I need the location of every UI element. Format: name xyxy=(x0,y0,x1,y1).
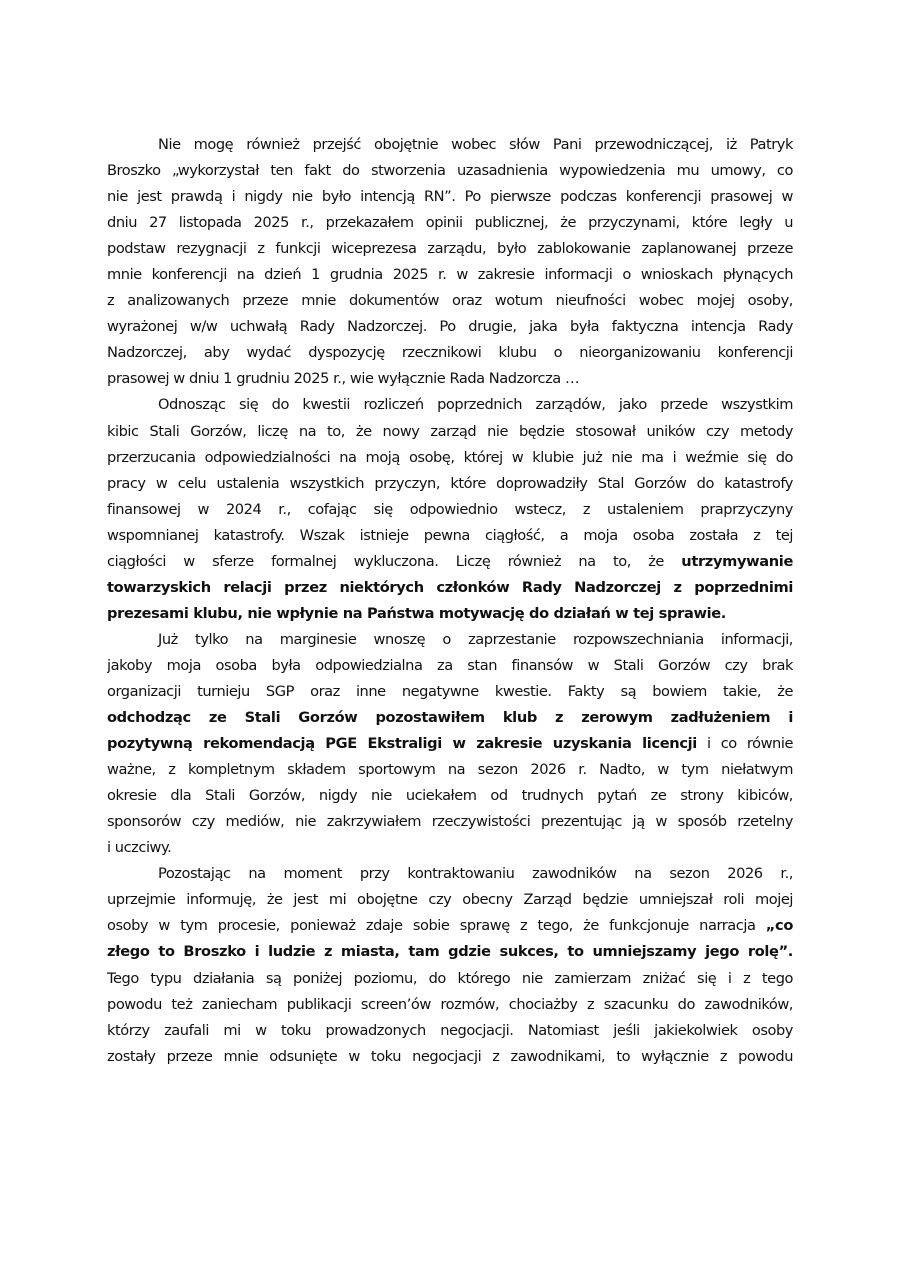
text-line xyxy=(107,913,793,939)
bold-text: złego to Broszko i ludzie z miasta, tam gdzie sukces, to umniejszamy jego rolę”. xyxy=(107,943,793,961)
text-span: Już tylko na marginesie wnoszę o zaprzestanie rozpowszechniania informacji, xyxy=(158,630,793,648)
bold-text: „co xyxy=(765,917,793,935)
text-line xyxy=(107,601,793,627)
text-span: zostały przeze mnie odsunięte w toku negocjacji z zawodnikami, to wyłącznie z powodu xyxy=(107,1047,793,1065)
text-line xyxy=(107,835,793,861)
text-span: sponsorów czy mediów, nie zakrzywiałem rzeczywistości prezentując ją w sposób rzetelny xyxy=(107,813,793,831)
bold-text: prezesami klubu, nie wpłynie na Państwa motywację do działań w tej sprawie. xyxy=(107,604,726,622)
text-line xyxy=(107,340,793,366)
text-line xyxy=(107,887,793,913)
text-span: ciągłości w sferze formalnej wykluczona. Liczę również na to, że xyxy=(107,552,682,570)
text-line xyxy=(107,627,793,653)
text-line xyxy=(107,184,793,210)
text-line xyxy=(107,366,793,392)
paragraph xyxy=(107,627,793,861)
text-line xyxy=(107,966,793,992)
text-line xyxy=(107,236,793,262)
text-span: ważne, z kompletnym składem sportowym na sezon 2026 r. Nadto, w tym niełatwym xyxy=(107,761,793,779)
text-span: podstaw rezygnacji z funkcji wiceprezesa zarządu, było zablokowanie zaplanowanej przeze xyxy=(107,240,793,258)
text-span: Pozostając na moment przy kontraktowaniu zawodników na sezon 2026 r., xyxy=(158,865,793,883)
text-line xyxy=(107,653,793,679)
text-line xyxy=(107,497,793,523)
text-span: wspomnianej katastrofy. Wszak istnieje pewna ciągłość, a moja osoba została z tej xyxy=(107,526,793,544)
bold-text: towarzyskich relacji przez niektórych członków Rady Nadzorczej z poprzednimi xyxy=(107,578,793,596)
text-span: Tego typu działania są poniżej poziomu, do którego nie zamierzam zniżać się i z tego xyxy=(107,969,793,987)
text-line xyxy=(107,445,793,471)
text-line xyxy=(107,288,793,314)
text-span: jakoby moja osoba była odpowiedzialna za stan finansów w Stali Gorzów czy brak xyxy=(107,656,793,674)
text-line xyxy=(107,679,793,705)
text-span: z analizowanych przeze mnie dokumentów oraz wotum nieufności wobec mojej osoby, xyxy=(107,292,793,310)
paragraph xyxy=(107,861,793,1069)
text-span: kibic Stali Gorzów, liczę na to, że nowy zarząd nie będzie stosował uników czy metody xyxy=(107,422,793,440)
bold-text: utrzymywanie xyxy=(681,552,793,570)
bold-text: pozytywną rekomendacją PGE Ekstraligi w zakresie uzyskania licencji xyxy=(107,735,697,753)
text-span: pracy w celu ustalenia wszystkich przyczyn, które doprowadziły Stal Gorzów do katastrofy xyxy=(107,474,793,492)
text-span: przerzucania odpowiedzialności na moją osobę, której w klubie już nie ma i weźmie się do xyxy=(107,448,793,466)
text-line xyxy=(107,210,793,236)
paragraph xyxy=(107,392,793,626)
text-span: Nie mogę również przejść obojętnie wobec słów Pani przewodniczącej, iż Patryk xyxy=(158,136,793,153)
text-line xyxy=(107,992,793,1018)
text-span: osoby w tym procesie, ponieważ zdaje sobie sprawę z tego, że funkcjonuje narracja xyxy=(107,917,766,935)
text-line xyxy=(107,705,793,731)
text-line xyxy=(107,575,793,601)
document-body xyxy=(107,132,793,1070)
text-span: dniu 27 listopada 2025 r., przekazałem opinii publicznej, że przyczynami, które legły u xyxy=(107,214,793,232)
text-span: Odnosząc się do kwestii rozliczeń poprzednich zarządów, jako przede wszystkim xyxy=(158,396,793,414)
text-line xyxy=(107,419,793,445)
text-line xyxy=(107,132,793,158)
text-line xyxy=(107,939,793,965)
text-line xyxy=(107,523,793,549)
text-line xyxy=(107,262,793,288)
text-span: okresie dla Stali Gorzów, nigdy nie uciekałem od trudnych pytań ze strony kibiców, xyxy=(107,787,793,805)
paragraph xyxy=(107,132,793,392)
text-span: powodu też zaniecham publikacji screen’ów rozmów, chociażby z szacunku do zawodników, xyxy=(107,995,793,1013)
text-span: mnie konferencji na dzień 1 grudnia 2025 r. w zakresie informacji o wnioskach płynących xyxy=(107,266,793,284)
text-span: i co równie xyxy=(696,735,793,753)
text-line xyxy=(107,1018,793,1044)
text-span: organizacji turnieju SGP oraz inne negatywne kwestie. Fakty są bowiem takie, że xyxy=(107,682,793,700)
text-line xyxy=(107,392,793,418)
text-line xyxy=(107,783,793,809)
text-span: prasowej w dniu 1 grudniu 2025 r., wie wyłącznie Rada Nadzorcza … xyxy=(107,370,580,388)
text-line xyxy=(107,731,793,757)
text-line xyxy=(107,471,793,497)
text-line xyxy=(107,1044,793,1070)
text-span: uprzejmie informuję, że jest mi obojętne czy obecny Zarząd będzie umniejszał roli mojej xyxy=(107,891,793,909)
text-span: i uczciwy. xyxy=(107,839,172,857)
text-line xyxy=(107,314,793,340)
text-span: którzy zaufali mi w toku prowadzonych negocjacji. Natomiast jeśli jakiekolwiek osoby xyxy=(107,1021,793,1039)
text-span: finansowej w 2024 r., cofając się odpowiednio wstecz, z ustaleniem praprzyczyny xyxy=(107,500,793,518)
text-line xyxy=(107,809,793,835)
text-span: Nadzorczej, aby wydać dyspozycję rzecznikowi klubu o nieorganizowaniu konferencji xyxy=(107,344,793,362)
text-line xyxy=(107,861,793,887)
text-line xyxy=(107,158,793,184)
text-span: nie jest prawdą i nigdy nie było intencją RN”. Po pierwsze podczas konferencji prasowej w xyxy=(107,188,793,206)
bold-text: odchodząc ze Stali Gorzów pozostawiłem klub z zerowym zadłużeniem i xyxy=(107,709,793,727)
text-span: Broszko „wykorzystał ten fakt do stworzenia uzasadnienia wypowiedzenia mu umowy, co xyxy=(107,162,793,180)
text-span: wyrażonej w/w uchwałą Rady Nadzorczej. Po drugie, jaka była faktyczna intencja Rady xyxy=(107,318,793,336)
text-line xyxy=(107,757,793,783)
text-line xyxy=(107,549,793,575)
